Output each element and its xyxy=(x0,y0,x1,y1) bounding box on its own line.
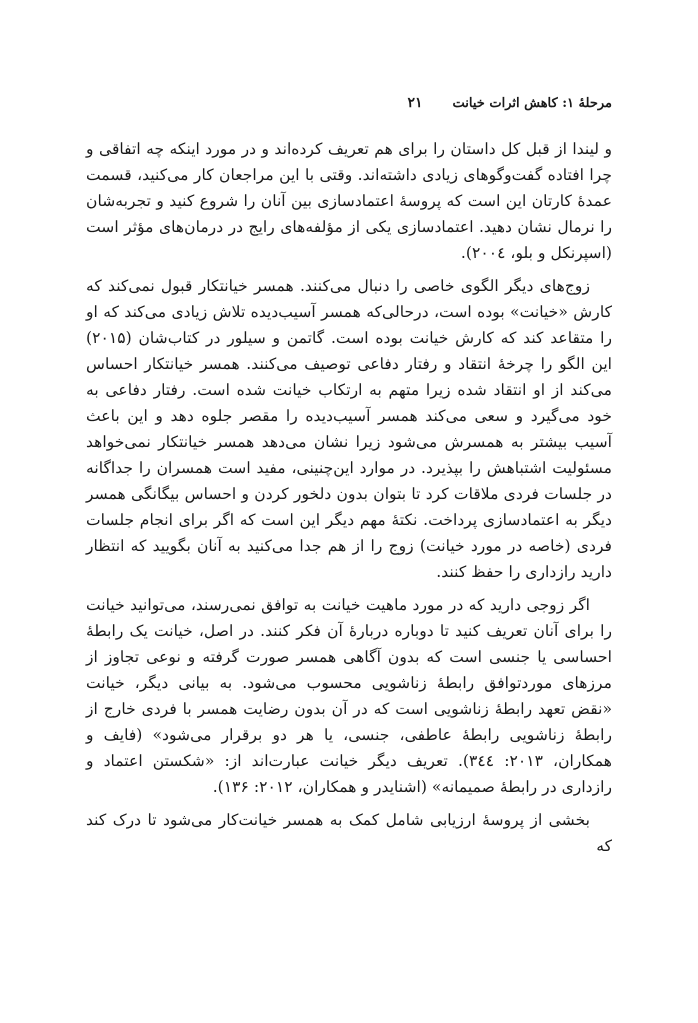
paragraph: اگر زوجی دارید که در مورد ماهیت خیانت به توافق نمی‌رسند، می‌توانید خیانت را برای آنان تعریف کنید تا دوباره دربارهٔ آن فکر کنند. در اصل، خیانت یک رابطهٔ احساسی یا جنسی است که بدون آگاهی همسر صورت گرفته و نوعی تجاوز از مرزهای موردتوافق رابطهٔ زناشویی محسوب می‌شود. به بیانی دیگر، خیانت «نقض تعهد رابطهٔ زناشویی است که در آن بدون رضایت همسر با فردی خارج از رابطهٔ زناشویی رابطهٔ عاطفی، جنسی، یا هر دو برقرار می‌شود» (فایف و همکاران، ۲۰۱۳: ۳٤٤). تعریف دیگر خیانت عبارت‌اند از: «شکستن اعتماد و رازداری در رابطهٔ صمیمانه» (اشنایدر و همکاران، ۲۰۱۲: ۱۳۶). xyxy=(86,596,612,796)
chapter-title: مرحلهٔ ۱: کاهش اثرات خیانت xyxy=(452,95,612,111)
running-head xyxy=(86,92,612,114)
page-number: ۲۱ xyxy=(407,95,423,111)
body-text xyxy=(86,136,612,866)
paragraph: بخشی از پروسهٔ ارزیابی شامل کمک به همسر خیانت‌کار می‌شود تا درک کند که xyxy=(86,811,612,855)
paragraph: زوج‌های دیگر الگوی خاصی را دنبال می‌کنند. همسر خیانتکار قبول نمی‌کند که کارش «خیانت» بوده است، درحالی‌که همسر آسیب‌دیده تلاش زیادی می‌کند که او را متقاعد کند که کارش خیانت بوده است. گاتمن و سیلور در کتاب‌شان (۲۰۱۵) این الگو را چرخهٔ انتقاد و رفتار دفاعی توصیف می‌کنند. همسر خیانتکار احساس می‌کند از او انتقاد شده زیرا متهم به ارتکاب خیانت شده است. رفتار دفاعی به خود می‌گیرد و سعی می‌کند همسر آسیب‌دیده را مقصر جلوه دهد و این باعث آسیب بیشتر به همسرش می‌شود زیرا نشان می‌دهد همسر خیانتکار نمی‌خواهد مسئولیت اشتباهش را بپذیرد. در موارد این‌چنینی، مفید است همسران را جداگانه در جلسات فردی ملاقات کرد تا بتوان بدون دلخور کردن و احساس بیگانگی همسر دیگر به اعتمادسازی پرداخت. نکتهٔ مهم دیگر این است که اگر برای انجام جلسات فردی (خاصه در مورد خیانت) زوج را از هم جدا می‌کنید به آنان بگویید که انتظار دارید رازداری را حفظ کنند. xyxy=(86,277,612,581)
book-page xyxy=(86,0,612,1023)
paragraph: و لیندا از قبل کل داستان را برای هم تعریف کرده‌اند و در مورد اینکه چه اتفاقی و چرا افتاده گفت‌وگوهای زیادی داشته‌اند. وقتی با این مراجعان کار می‌کنید، قسمت عمدهٔ کارتان این است که پروسهٔ اعتمادسازی بین آنان را شروع کنید و تجربه‌شان را نرمال نشان دهید. اعتمادسازی یکی از مؤلفه‌های رایج در درمان‌های مؤثر است (اسپرنکل و بلو، ۲۰۰٤). xyxy=(86,140,612,262)
